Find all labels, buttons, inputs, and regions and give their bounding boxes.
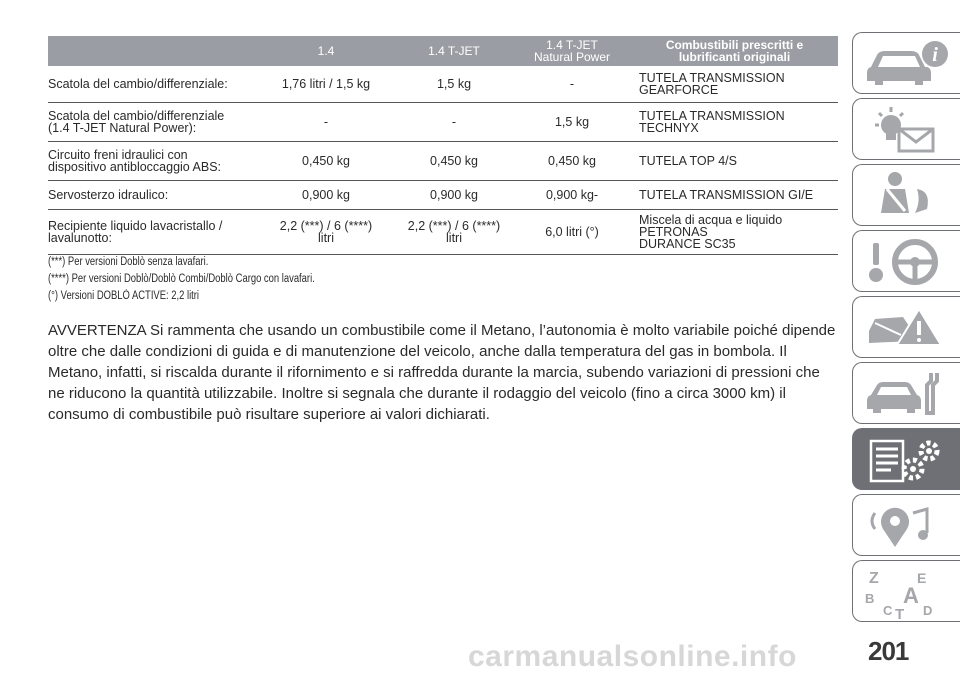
footnote: (°) Versioni DOBLÒ ACTIVE: 2,2 litri [48,290,200,302]
page-number: 201 [868,636,909,666]
cell-1-4-tjet: - [395,103,513,142]
cell-natural-power: - [513,66,631,103]
cell-1-4: 2,2 (***) / 6 (****) litri [257,210,395,255]
table-row [48,66,838,103]
index-letter-e: E [917,570,927,586]
spec-table [48,36,838,255]
tab-safety[interactable] [852,164,960,226]
cell-1-4-tjet: 0,900 kg [395,181,513,210]
row-label: Recipiente liquido lavacristallo / lavalunotto: [48,210,257,255]
tab-technical-data[interactable] [852,428,960,490]
index-letter-b: B [865,591,875,606]
tab-warning-lights[interactable] [852,98,960,160]
cell-fuel: TUTELA TOP 4/S [631,142,838,181]
row-label: Servosterzo idraulico: [48,181,257,210]
tab-driving[interactable] [852,230,960,292]
index-letter-z: Z [869,570,879,587]
cell-1-4: 0,900 kg [257,181,395,210]
table-row [48,181,838,210]
index-icon [861,565,951,619]
car-info-icon [861,37,951,91]
warning-lights-icon [861,103,951,157]
row-label: Scatola del cambio/differenziale: [48,66,257,103]
multimedia-icon [861,499,951,553]
cell-1-4: 1,76 litri / 1,5 kg [257,66,395,103]
emergency-icon [861,301,951,355]
seatbelt-airbag-icon [861,169,951,223]
cell-1-4-tjet: 0,450 kg [395,142,513,181]
row-label: Circuito freni idraulici con dispositivo antibloccaggio ABS: [48,142,257,181]
table-row [48,103,838,142]
cell-fuel: TUTELA TRANSMISSION GEARFORCE [631,66,838,103]
cell-natural-power: 0,900 kg- [513,181,631,210]
header-tjet-natural-power-text: 1.4 T-JET Natural Power [533,38,611,64]
cell-natural-power: 1,5 kg [513,103,631,142]
tab-emergency[interactable] [852,296,960,358]
cell-fuel: Miscela di acqua e liquido PETRONAS DURANCE SC35 [631,210,838,255]
header-fuels-text: Combustibili prescritti e lubrificanti originali [665,38,804,64]
table-row [48,210,838,255]
cell-fuel: TUTELA TRANSMISSION GI/E [631,181,838,210]
info-letter: i [932,44,938,66]
header-1-4: 1.4 [257,36,395,66]
footnotes [48,256,373,307]
header-empty [48,36,257,66]
table-header-row [48,36,838,66]
technical-data-icon [861,433,951,487]
header-1-4-tjet: 1.4 T-JET [395,36,513,66]
header-tjet-natural-power [513,36,631,66]
cell-natural-power: 0,450 kg [513,142,631,181]
cell-1-4-tjet: 2,2 (***) / 6 (****) litri [395,210,513,255]
tab-car-info[interactable] [852,32,960,94]
maintenance-icon [861,367,951,421]
index-letter-d: D [923,603,933,618]
cell-fuel: TUTELA TRANSMISSION TECHNYX [631,103,838,142]
tab-index[interactable] [852,560,960,622]
warning-paragraph: AVVERTENZA Si rammenta che usando un combustibile come il Metano, l’autonomia è molto variabile poiché dipende oltre che dalle condizioni di guida e di manutenzione del veicolo, anche dalla temperatura del gas in bombola. Il Metano, infatti, si riscalda durante il rifornimento e si raffredda durante la marcia, subendo variazioni di pressioni che ne riducono la quantità utilizzabile. Inoltre si segnala che durante il rodaggio del veicolo (fino a circa 3000 km) il consumo di combustibile può risultare superiore ai valori dichiarati. [48,322,836,423]
steering-wheel-icon [861,235,951,289]
row-label: Scatola del cambio/differenziale (1.4 T-JET Natural Power): [48,103,257,142]
cell-natural-power: 6,0 litri (°) [513,210,631,255]
footnote: (***) Per versioni Doblò senza lavafari. [48,256,209,268]
cell-1-4-tjet: 1,5 kg [395,66,513,103]
index-letter-t: T [895,606,905,619]
watermark: carmanualsonline.info [468,640,797,673]
table-row [48,142,838,181]
header-fuels [631,36,838,66]
cell-1-4: 0,450 kg [257,142,395,181]
index-letter-a: A [903,583,919,608]
footnote: (****) Per versioni Doblò/Doblò Combi/Doblò Cargo con lavafari. [48,273,315,285]
index-letter-c: C [883,603,893,618]
tab-multimedia[interactable] [852,494,960,556]
cell-1-4: - [257,103,395,142]
tab-maintenance[interactable] [852,362,960,424]
